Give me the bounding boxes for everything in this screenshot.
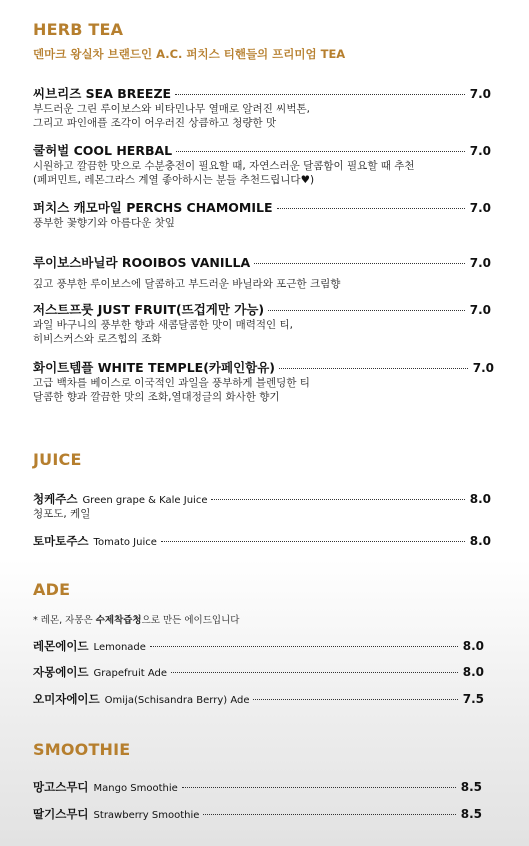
heart-icon: ♥)	[300, 174, 315, 186]
dot-leader	[254, 263, 465, 264]
ade-note	[33, 612, 239, 626]
item-name: 자몽에이드	[33, 665, 89, 679]
dot-leader	[268, 310, 465, 311]
dot-leader	[175, 94, 465, 95]
menu-item-tomato-juice	[33, 533, 491, 549]
item-description	[33, 173, 491, 187]
item-english-name: Mango Smoothie	[93, 783, 178, 794]
item-description: 부드러운 그린 루이보스와 비타민나무 열매로 알려진 씨벅톤,	[33, 103, 310, 115]
item-name: 토마토주스	[33, 534, 89, 548]
dot-leader	[203, 814, 455, 815]
item-name: 화이트템플 WHITE TEMPLE(카페인함유)	[33, 360, 276, 375]
menu-item-omija-ade	[33, 691, 484, 707]
item-price: 8.0	[469, 534, 491, 548]
ade-note-highlight: 수제착즙청	[95, 615, 142, 626]
juice-title: JUICE	[33, 450, 82, 469]
menu-item-perchs-chamomile	[33, 198, 491, 230]
dot-leader	[253, 699, 457, 700]
menu-item-just-fruit	[33, 300, 491, 346]
dot-leader	[279, 368, 468, 369]
dot-leader	[176, 151, 465, 152]
item-description: 시원하고 깔끔한 맛으로 수분충전이 필요할 때, 자연스러운 달콤함이 필요할 때 추천	[33, 160, 415, 172]
menu-item-strawberry-smoothie	[33, 806, 482, 822]
item-price: 7.0	[469, 303, 491, 317]
item-name: 씨브리즈 SEA BREEZE	[33, 86, 172, 101]
item-price: 8.0	[469, 492, 491, 506]
menu-item-white-temple	[33, 358, 494, 404]
item-price: 7.0	[469, 87, 491, 101]
ade-note-suffix: 으로 만든 에이드입니다	[141, 615, 240, 626]
dot-leader	[161, 541, 465, 542]
item-price: 8.5	[460, 780, 482, 794]
item-name: 오미자에이드	[33, 692, 100, 706]
menu-item-green-grape-kale	[33, 491, 491, 521]
item-english-name: Green grape & Kale Juice	[82, 495, 208, 506]
dot-leader	[150, 646, 458, 647]
item-description: 그리고 파인애플 조각이 어우러진 상큼하고 청량한 맛	[33, 117, 277, 129]
item-price: 7.0	[469, 144, 491, 158]
dot-leader	[182, 787, 456, 788]
item-english-name: Lemonade	[93, 642, 146, 653]
smoothie-title: SMOOTHIE	[33, 740, 131, 759]
item-price: 7.0	[472, 361, 494, 375]
menu-item-grapefruit-ade	[33, 664, 484, 680]
herb-tea-title: HERB TEA	[33, 20, 124, 39]
item-name: 쿨허벌 COOL HERBAL	[33, 143, 173, 158]
item-description: 풍부한 꽃향기와 아름다운 찻잎	[33, 217, 175, 229]
menu-item-mango-smoothie	[33, 779, 482, 795]
item-name: 망고스무디	[33, 780, 89, 794]
dot-leader	[211, 499, 464, 500]
item-english-name: Tomato Juice	[93, 537, 157, 548]
ade-note-prefix: * 레몬, 자몽은	[33, 615, 96, 626]
item-price: 8.0	[462, 665, 484, 679]
dot-leader	[171, 672, 458, 673]
item-price: 8.0	[462, 639, 484, 653]
item-price: 7.0	[469, 256, 491, 270]
item-description: 히비스커스와 로즈힙의 조화	[33, 333, 162, 345]
menu-item-lemonade	[33, 638, 484, 654]
dot-leader	[277, 208, 465, 209]
item-name: 레몬에이드	[33, 639, 89, 653]
item-description: 달콤한 향과 깔끔한 맛의 조화,열대정글의 화사한 향기	[33, 391, 280, 403]
item-name: 청케주스	[33, 492, 78, 506]
menu-item-rooibos-vanilla	[33, 253, 491, 291]
item-english-name: Strawberry Smoothie	[93, 810, 200, 821]
item-price: 7.0	[469, 201, 491, 215]
item-name: 저스트프룻 JUST FRUIT(뜨겁게만 가능)	[33, 302, 265, 317]
ade-title: ADE	[33, 580, 71, 599]
item-description-text: (페퍼민트, 레몬그라스 계열 좋아하시는 분들 추천드립니다	[33, 174, 301, 186]
item-name: 퍼치스 캐모마일 PERCHS CHAMOMILE	[33, 200, 273, 215]
item-english-name: Omija(Schisandra Berry) Ade	[104, 695, 250, 706]
item-price: 7.5	[462, 692, 484, 706]
item-description: 청포도, 케일	[33, 508, 91, 520]
item-name: 루이보스바닐라 ROOIBOS VANILLA	[33, 255, 251, 270]
herb-tea-subtitle: 덴마크 왕실차 브랜드인 A.C. 퍼치스 티핸들의 프리미엄 TEA	[33, 47, 346, 61]
item-description: 고급 백차를 베이스로 이국적인 과일을 풍부하게 블렌딩한 티	[33, 377, 310, 389]
item-english-name: Grapefruit Ade	[93, 668, 168, 679]
item-price: 8.5	[460, 807, 482, 821]
menu-item-cool-herbal	[33, 141, 491, 187]
item-description: 깊고 풍부한 루이보스에 달콤하고 부드러운 바닐라와 포근한 크림향	[33, 278, 341, 290]
menu-item-sea-breeze	[33, 84, 491, 130]
item-description: 과일 바구니의 풍부한 향과 새콤달콤한 맛이 매력적인 티,	[33, 319, 293, 331]
item-name: 딸기스무디	[33, 807, 89, 821]
